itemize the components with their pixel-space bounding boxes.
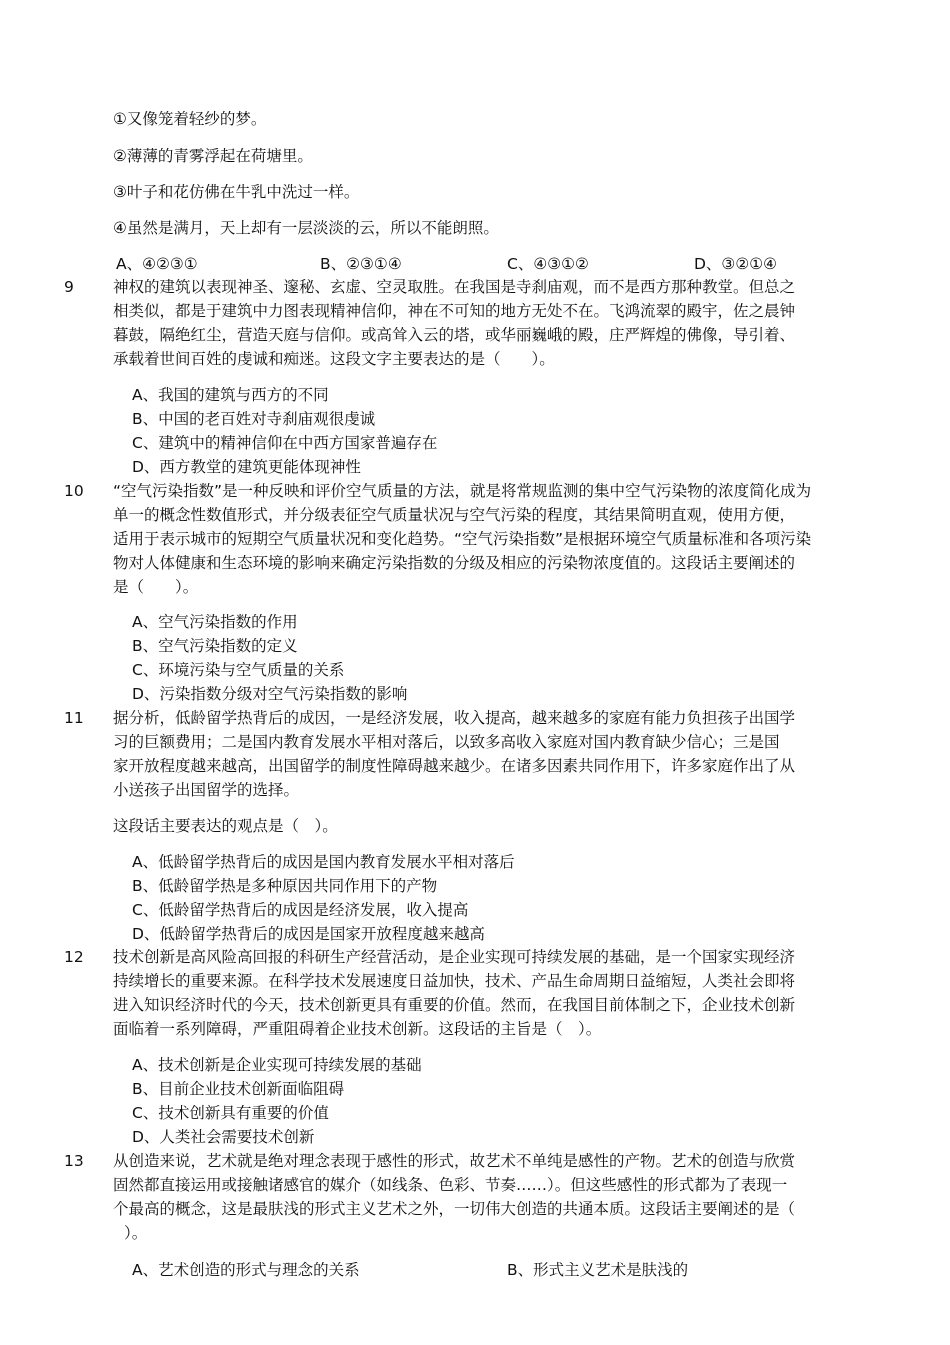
q11-line-2: 习的巨额费用；二是国内教育发展水平相对落后，以致多高收入家庭对国内教育缺少信心；三是国 [113,733,780,751]
question-number: 9 [64,278,74,296]
q9-option-b: B、中国的老百姓对寺刹庙观很虔诚 [132,410,376,428]
q12-option-a: A、技术创新是企业实现可持续发展的基础 [132,1056,422,1074]
question-number: 13 [64,1152,84,1170]
q11-option-a: A、低龄留学热背后的成因是国内教育发展水平相对落后 [132,853,515,871]
q11-option-d: D、低龄留学热背后的成因是国家开放程度越来越高 [132,925,485,943]
q8-option-b: B、②③①④ [320,255,402,273]
q10-option-d: D、污染指数分级对空气污染指数的影响 [132,685,408,703]
q11-line-3: 家开放程度越来越高，出国留学的制度性障碍越来越少。在诸多因素共同作用下，许多家庭作出了从 [113,757,796,775]
q11-option-b: B、低龄留学热是多种原因共同作用下的产物 [132,877,438,895]
q13-option-b: B、形式主义艺术是肤浅的 [507,1261,689,1279]
q9-line-4: 承载着世间百姓的虔诚和痴迷。这段文字主要表达的是（ ）。 [113,350,555,368]
q10-line-2: 单一的概念性数值形式，并分级表征空气质量状况与空气污染的程度，其结果简明直观，使用方便， [113,506,796,524]
q13-option-a: A、艺术创造的形式与理念的关系 [132,1261,360,1279]
q10-line-4: 物对人体健康和生态环境的影响来确定污染指数的分级及相应的污染物浓度值的。这段话主要阐述的 [113,554,796,572]
q8-option-d: D、③②①④ [694,255,778,273]
q9-line-1: 神权的建筑以表现神圣、邃秘、玄虚、空灵取胜。在我国是寺刹庙观，而不是西方那种教堂。但总之 [113,278,796,296]
q12-line-3: 进入知识经济时代的今天，技术创新更具有重要的价值。然而，在我国目前体制之下，企业技术创新 [113,996,796,1014]
question-number: 10 [64,482,84,500]
q12-line-1: 技术创新是高风险高回报的科研生产经营活动，是企业实现可持续发展的基础，是一个国家实现经济 [113,948,796,966]
q8-sentence-1: ①又像笼着轻纱的梦。 [113,110,267,128]
q13-line-2: 固然都直接运用或接触诸感官的媒介（如线条、色彩、节奏……）。但这些感性的形式都为了表现一 [113,1176,788,1194]
q8-option-a: A、④②③① [116,255,198,273]
q8-sentence-2: ②薄薄的青雾浮起在荷塘里。 [113,147,313,165]
q9-line-3: 暮鼓，隔绝红尘，营造天庭与信仰。或高耸入云的塔，或华丽巍峨的殿，庄严辉煌的佛像，导引着、 [113,326,796,344]
q8-option-c: C、④③①② [507,255,589,273]
q11-line-1: 据分析，低龄留学热背后的成因，一是经济发展，收入提高，越来越多的家庭有能力负担孩子出国学 [113,709,796,727]
q8-sentence-3: ③叶子和花仿佛在牛乳中洗过一样。 [113,183,360,201]
q11-line-4: 小送孩子出国留学的选择。 [113,781,300,799]
q13-line-3: 个最高的概念，这是最肤浅的形式主义艺术之外，一切伟大创造的共通本质。这段话主要阐述的是（ [113,1200,796,1218]
q12-line-4: 面临着一系列障碍，严重阻碍着企业技术创新。这段话的主旨是（ ）。 [113,1020,602,1038]
q10-option-a: A、空气污染指数的作用 [132,613,298,631]
q12-option-c: C、技术创新具有重要的价值 [132,1104,329,1122]
q8-sentence-4: ④虽然是满月，天上却有一层淡淡的云，所以不能朗照。 [113,219,499,237]
q9-line-2: 相类似，都是于建筑中力图表现精神信仰，神在不可知的地方无处不在。飞鸿流翠的殿宇，佐之晨钟 [113,302,796,320]
q9-option-d: D、西方教堂的建筑更能体现神性 [132,458,361,476]
q9-option-a: A、我国的建筑与西方的不同 [132,386,329,404]
q10-line-3: 适用于表示城市的短期空气质量状况和变化趋势。“空气污染指数”是根据环境空气质量标准和各项污染 [113,530,812,548]
q13-line-4: ）。 [124,1224,148,1242]
q11-question: 这段话主要表达的观点是（ ）。 [113,817,338,835]
q11-option-c: C、低龄留学热背后的成因是经济发展，收入提高 [132,901,469,919]
q12-line-2: 持续增长的重要来源。在科学技术发展速度日益加快，技术、产品生命周期日益缩短，人类社会即将 [113,972,796,990]
q12-option-b: B、目前企业技术创新面临阻碍 [132,1080,345,1098]
q10-line-5: 是（ ）。 [113,578,199,596]
q10-option-b: B、空气污染指数的定义 [132,637,298,655]
question-number: 12 [64,948,84,966]
q12-option-d: D、人类社会需要技术创新 [132,1128,315,1146]
question-number: 11 [64,709,84,727]
q10-line-1: “空气污染指数”是一种反映和评价空气质量的方法，就是将常规监测的集中空气污染物的浓度简化成为 [113,482,812,500]
q10-option-c: C、环境污染与空气质量的关系 [132,661,345,679]
q13-line-1: 从创造来说，艺术就是绝对理念表现于感性的形式，故艺术不单纯是感性的产物。艺术的创造与欣赏 [113,1152,796,1170]
q9-option-c: C、建筑中的精神信仰在中西方国家普遍存在 [132,434,438,452]
